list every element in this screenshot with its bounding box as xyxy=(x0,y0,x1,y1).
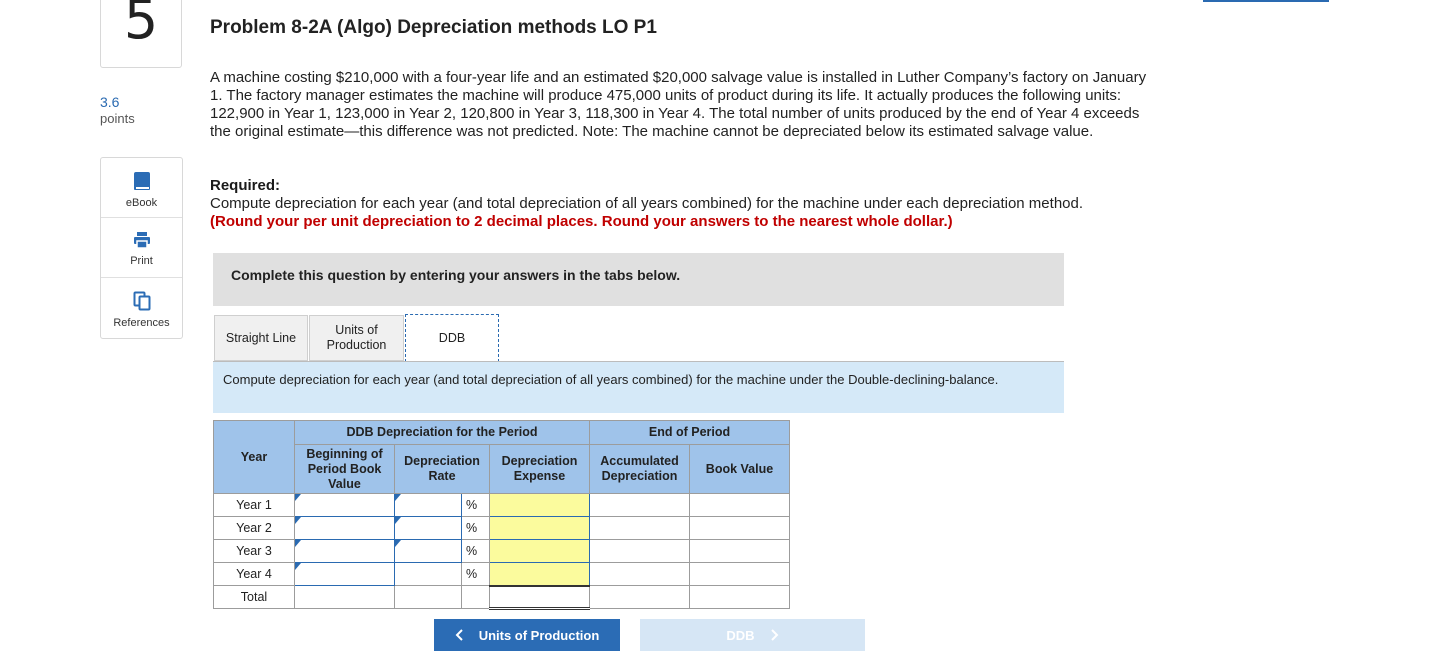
chevron-right-icon xyxy=(769,629,779,641)
percent-sign: % xyxy=(462,540,490,563)
header-book-value: Book Value xyxy=(690,445,790,494)
depreciation-expense-input[interactable] xyxy=(490,517,590,540)
problem-text: A machine costing $210,000 with a four-year life and an estimated $20,000 salvage value is installed in Luther Company’s factory on January 1. The factory manager estimates the machine will produce 475,000 units of product during its life. It actually produces the following units: 122,900 in Year 1, 123,000 in Year 2, 120,800 in Year 3, 118,300 in Year 4. The total number of units produced by the end of Year 4 exceeds the original estimate—this difference was not predicted. Note: The machine cannot be depreciated below its estimated salvage value. xyxy=(210,69,1147,140)
header-accumulated-depreciation: Accumulated Depreciation xyxy=(590,445,690,494)
header-year: Year xyxy=(214,421,295,494)
header-end-group: End of Period xyxy=(590,421,790,445)
percent-sign: % xyxy=(462,494,490,517)
ebook-button[interactable] xyxy=(101,158,182,218)
copy-icon xyxy=(133,291,151,311)
table-row xyxy=(214,494,790,517)
book-value-cell xyxy=(690,494,790,517)
year-label: Year 2 xyxy=(214,517,295,540)
required-note: (Round your per unit depreciation to 2 decimal places. Round your answers to the nearest whole dollar.) xyxy=(210,213,953,230)
required-heading: Required: xyxy=(210,177,281,194)
chevron-left-icon xyxy=(455,629,465,641)
tab-units-label-line1: Units of xyxy=(335,323,378,337)
instruction-text: Compute depreciation for each year (and total depreciation of all years combined) for the machine under the Double-declining-balance. xyxy=(213,362,1064,413)
header-depreciation-expense: Depreciation Expense xyxy=(490,445,590,494)
question-number-box xyxy=(100,0,182,68)
problem-title: Problem 8-2A (Algo) Depreciation methods LO P1 xyxy=(210,17,657,38)
table-row xyxy=(214,540,790,563)
beginning-book-value-input[interactable] xyxy=(295,540,395,563)
table-row xyxy=(214,517,790,540)
depreciation-expense-input[interactable] xyxy=(490,540,590,563)
prev-button-label: Units of Production xyxy=(478,627,600,643)
beginning-book-value-input[interactable] xyxy=(295,563,395,586)
book-value-cell xyxy=(690,540,790,563)
prev-button[interactable] xyxy=(434,619,620,651)
top-progress-line xyxy=(1203,0,1329,2)
header-ddb-group: DDB Depreciation for the Period xyxy=(295,421,590,445)
accumulated-depreciation-cell xyxy=(590,517,690,540)
tab-units-of-production[interactable] xyxy=(309,315,404,361)
depreciation-rate-input[interactable] xyxy=(395,494,462,517)
points-label: points xyxy=(100,111,135,126)
depreciation-rate-cell xyxy=(395,563,462,586)
ddb-table xyxy=(213,420,790,610)
tab-straight-line[interactable] xyxy=(214,315,308,361)
year-label: Year 4 xyxy=(214,563,295,586)
header-beginning-book-value: Beginning of Period Book Value xyxy=(295,445,395,494)
printer-icon xyxy=(133,231,151,249)
next-button-label: DDB xyxy=(726,627,755,643)
ebook-label: eBook xyxy=(125,197,158,209)
table-row xyxy=(214,563,790,586)
beginning-book-value-input[interactable] xyxy=(295,494,395,517)
beginning-book-value-input[interactable] xyxy=(295,517,395,540)
references-button[interactable] xyxy=(101,278,182,338)
references-label: References xyxy=(113,317,170,329)
book-icon xyxy=(133,171,151,191)
depreciation-expense-input[interactable] xyxy=(490,563,590,586)
book-value-cell xyxy=(690,563,790,586)
tab-ddb[interactable] xyxy=(405,314,499,362)
print-button[interactable] xyxy=(101,218,182,278)
percent-sign: % xyxy=(462,517,490,540)
accumulated-depreciation-cell xyxy=(590,494,690,517)
accumulated-depreciation-cell xyxy=(590,540,690,563)
year-label: Year 1 xyxy=(214,494,295,517)
tab-ddb-label: DDB xyxy=(438,330,466,345)
next-button xyxy=(640,619,865,651)
depreciation-rate-input[interactable] xyxy=(395,540,462,563)
points-value: 3.6 xyxy=(100,94,120,110)
total-label: Total xyxy=(214,586,295,609)
total-depreciation-expense-cell xyxy=(490,586,590,609)
year-label: Year 3 xyxy=(214,540,295,563)
complete-banner: Complete this question by entering your answers in the tabs below. xyxy=(213,253,1064,306)
header-depreciation-rate: Depreciation Rate xyxy=(395,445,490,494)
required-text: Compute depreciation for each year (and total depreciation of all years combined) for the machine under each depreciation method. xyxy=(210,195,1084,212)
percent-sign: % xyxy=(462,563,490,586)
print-label: Print xyxy=(130,255,153,267)
question-number: 5 xyxy=(123,0,159,51)
depreciation-rate-input[interactable] xyxy=(395,517,462,540)
tab-units-label-line2: Production xyxy=(326,338,387,352)
tab-straight-line-label: Straight Line xyxy=(225,330,297,345)
table-row-total xyxy=(214,586,790,609)
depreciation-expense-input[interactable] xyxy=(490,494,590,517)
accumulated-depreciation-cell xyxy=(590,563,690,586)
tool-panel xyxy=(100,157,183,339)
book-value-cell xyxy=(690,517,790,540)
